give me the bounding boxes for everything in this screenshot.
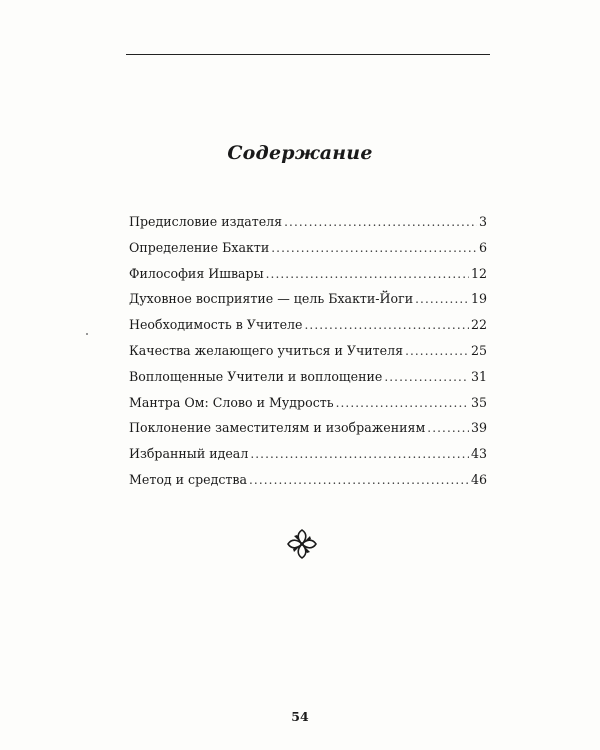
toc-entry[interactable] <box>129 240 487 266</box>
dot-leader <box>415 292 469 306</box>
dot-leader <box>336 396 469 410</box>
dot-leader <box>384 370 469 384</box>
page-title: Содержание <box>227 142 373 164</box>
toc-entry-page: 46 <box>470 471 487 487</box>
toc-entry-title: Поклонение заместителям и изображениям <box>129 420 426 436</box>
toc-entry-page: 12 <box>470 265 487 281</box>
toc-entry-title: Духовное восприятие — цель Бхакти-Йоги <box>129 291 414 307</box>
toc-entry-page: 3 <box>478 214 487 229</box>
toc-entry-title: Избранный идеал <box>129 446 249 462</box>
dot-leader <box>405 344 469 358</box>
toc-entry[interactable] <box>129 343 487 369</box>
floral-ornament-icon <box>286 528 318 560</box>
dot-leader <box>284 215 477 229</box>
toc-entry-title: Качества желающего учиться и Учителя <box>129 342 404 358</box>
top-rule <box>126 54 490 55</box>
toc-entry-page: 25 <box>470 342 487 358</box>
toc-entry-page: 43 <box>470 446 487 462</box>
toc-entry-title: Мантра Ом: Слово и Мудрость <box>129 394 334 410</box>
toc-entry[interactable] <box>129 317 487 343</box>
toc-entry-title: Философия Ишвары <box>129 265 264 281</box>
toc-entry[interactable] <box>129 446 487 472</box>
toc-entry-title: Необходимость в Учителе <box>129 317 303 333</box>
dot-leader <box>271 241 477 255</box>
toc-entry[interactable] <box>129 472 487 498</box>
toc-entry[interactable] <box>129 266 487 292</box>
page-number: 54 <box>291 709 309 724</box>
print-speck <box>86 333 88 335</box>
dot-leader <box>249 473 469 487</box>
toc-entry[interactable] <box>129 214 487 240</box>
toc-entry-page: 22 <box>470 317 487 333</box>
toc-entry-title: Воплощенные Учители и воплощение <box>129 368 383 384</box>
toc-entry[interactable] <box>129 395 487 421</box>
toc-entry-page: 6 <box>478 239 487 255</box>
toc-entry-page: 35 <box>470 394 487 410</box>
toc-entry[interactable] <box>129 420 487 446</box>
table-of-contents <box>129 214 487 498</box>
toc-entry[interactable] <box>129 291 487 317</box>
toc-entry-page: 31 <box>470 368 487 384</box>
dot-leader <box>250 447 469 461</box>
toc-entry-title: Определение Бхакти <box>129 239 270 255</box>
toc-entry-title: Предисловие издателя <box>129 214 283 229</box>
toc-entry-page: 39 <box>470 420 487 436</box>
dot-leader <box>304 318 468 332</box>
toc-entry-title: Метод и средства <box>129 471 247 487</box>
toc-entry-page: 19 <box>470 291 487 307</box>
dot-leader <box>266 267 469 281</box>
toc-entry[interactable] <box>129 369 487 395</box>
dot-leader <box>427 421 469 435</box>
